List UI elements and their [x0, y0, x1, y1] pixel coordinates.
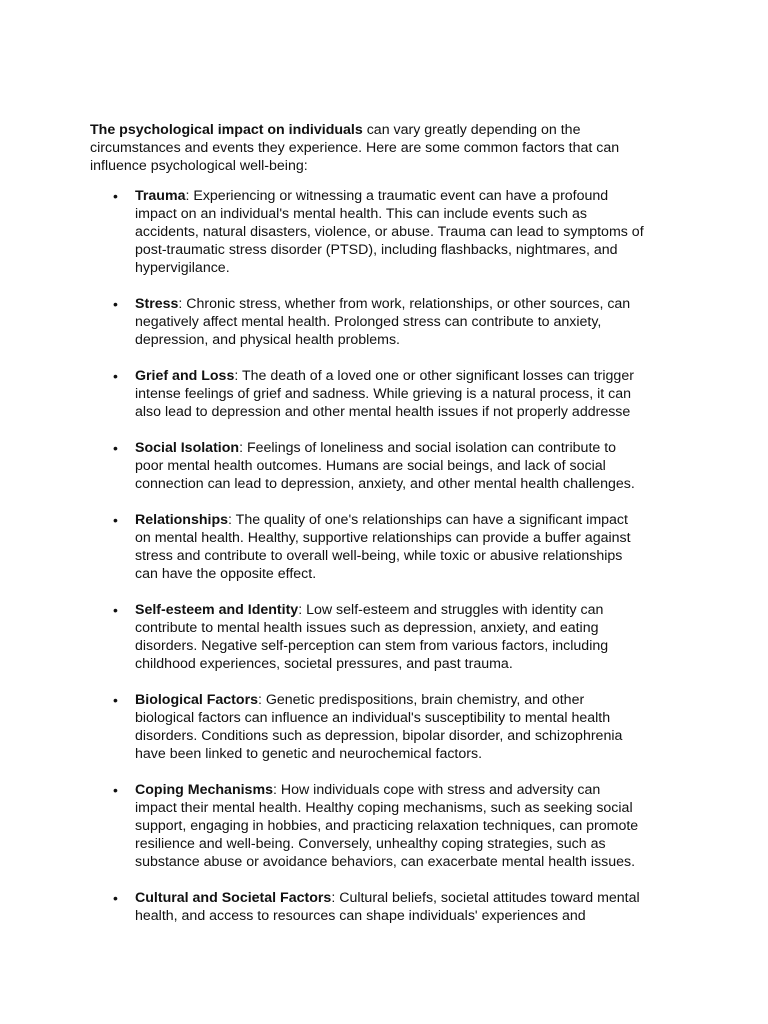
factor-text-line: accidents, natural disasters, violence, or abuse. Trauma can lead to symptoms of	[135, 224, 644, 240]
factor-text-line: resilience and well-being. Conversely, unhealthy coping strategies, such as	[135, 836, 606, 852]
factor-title: Grief and Loss	[135, 368, 235, 384]
factor-first-line	[135, 781, 690, 799]
factor-text-line: disorders. Conditions such as depression, bipolar disorder, and schizophrenia	[135, 728, 623, 744]
factor-text-line: disorders. Negative self-perception can stem from various factors, including	[135, 638, 609, 654]
bullet-icon: •	[113, 368, 118, 384]
intro-paragraph	[90, 121, 690, 175]
factor-title: Self-esteem and Identity	[135, 602, 299, 618]
factor-item	[90, 691, 690, 763]
factor-text-line: poor mental health outcomes. Humans are social beings, and lack of social	[135, 458, 606, 474]
factor-item	[90, 439, 690, 493]
bullet-icon: •	[113, 782, 118, 798]
intro-line-1: can vary greatly depending on the	[362, 122, 581, 138]
factor-first-line	[135, 691, 690, 709]
factor-text: : Cultural beliefs, societal attitudes toward mental	[331, 890, 640, 906]
factor-text-line: substance abuse or avoidance behaviors, can exacerbate mental health issues.	[135, 854, 636, 870]
factor-text-line: intense feelings of grief and sadness. While grieving is a natural process, it can	[135, 386, 632, 402]
factor-text-line: depression, and physical health problems.	[135, 332, 400, 348]
factor-text: : Experiencing or witnessing a traumatic event can have a profound	[185, 188, 609, 204]
bullet-icon: •	[113, 188, 118, 204]
factor-title: Stress	[135, 296, 179, 312]
factor-item	[90, 511, 690, 583]
factor-text: : How individuals cope with stress and adversity can	[272, 782, 601, 798]
factor-text-line: impact on an individual's mental health. This can include events such as	[135, 206, 587, 222]
factor-text: : Genetic predispositions, brain chemistry, and other	[257, 692, 585, 708]
factor-text-line: impact their mental health. Healthy coping mechanisms, such as seeking social	[135, 800, 633, 816]
factor-text-line: stress and contribute to overall well-being, while toxic or abusive relationships	[135, 548, 623, 564]
factor-text-line: health, and access to resources can shape individuals' experiences and	[135, 908, 586, 924]
factor-item	[90, 367, 690, 421]
intro-line-2: circumstances and events they experience. Here are some common factors that can	[90, 140, 620, 156]
factor-title: Biological Factors	[135, 692, 258, 708]
factor-item	[90, 295, 690, 349]
factor-text: : Chronic stress, whether from work, relationships, or other sources, can	[178, 296, 631, 312]
factor-text: : Feelings of loneliness and social isolation can contribute to	[239, 440, 617, 456]
factor-text: : Low self-esteem and struggles with identity can	[298, 602, 604, 618]
factor-text-line: biological factors can influence an individual's susceptibility to mental health	[135, 710, 611, 726]
factor-item	[90, 781, 690, 871]
factor-title: Relationships	[135, 512, 229, 528]
factor-text-line: post-traumatic stress disorder (PTSD), including flashbacks, nightmares, and	[135, 242, 618, 258]
factor-item	[90, 601, 690, 673]
factor-text-line: can have the opposite effect.	[135, 566, 317, 582]
factor-text-line: have been linked to genetic and neurochemical factors.	[135, 746, 483, 762]
factor-item	[90, 889, 690, 925]
factor-first-line	[135, 295, 690, 313]
factor-first-line	[135, 367, 690, 385]
bullet-icon: •	[113, 890, 118, 906]
factor-title: Cultural and Societal Factors	[135, 890, 332, 906]
bullet-icon: •	[113, 296, 118, 312]
factor-item	[90, 187, 690, 277]
factor-text-line: on mental health. Healthy, supportive relationships can provide a buffer against	[135, 530, 631, 546]
factor-title: Trauma	[135, 188, 186, 204]
factor-text-line: contribute to mental health issues such as depression, anxiety, and eating	[135, 620, 599, 636]
factor-text-line: support, engaging in hobbies, and practicing relaxation techniques, can promote	[135, 818, 639, 834]
intro-line-3: influence psychological well-being:	[90, 158, 308, 174]
factor-list	[90, 187, 690, 925]
factor-first-line	[135, 601, 690, 619]
factor-first-line	[135, 187, 690, 205]
factor-text-line: connection can lead to depression, anxiety, and other mental health challenges.	[135, 476, 635, 492]
factor-text-line: hypervigilance.	[135, 260, 230, 276]
factor-title: Social Isolation	[135, 440, 240, 456]
factor-text-line: also lead to depression and other mental health issues if not properly addresse	[135, 404, 631, 420]
bullet-icon: •	[113, 602, 118, 618]
bullet-icon: •	[113, 440, 118, 456]
factor-text-line: childhood experiences, societal pressures, and past trauma.	[135, 656, 513, 672]
factor-first-line	[135, 889, 690, 907]
intro-bold-lead: The psychological impact on individuals	[90, 122, 363, 138]
factor-text-line: negatively affect mental health. Prolonged stress can contribute to anxiety,	[135, 314, 602, 330]
factor-text: : The quality of one's relationships can have a significant impact	[228, 512, 628, 528]
bullet-icon: •	[113, 692, 118, 708]
factor-first-line	[135, 439, 690, 457]
factor-text: : The death of a loved one or other significant losses can trigger	[234, 368, 634, 384]
factor-first-line	[135, 511, 690, 529]
document-page	[90, 121, 690, 925]
bullet-icon: •	[113, 512, 118, 528]
factor-title: Coping Mechanisms	[135, 782, 273, 798]
